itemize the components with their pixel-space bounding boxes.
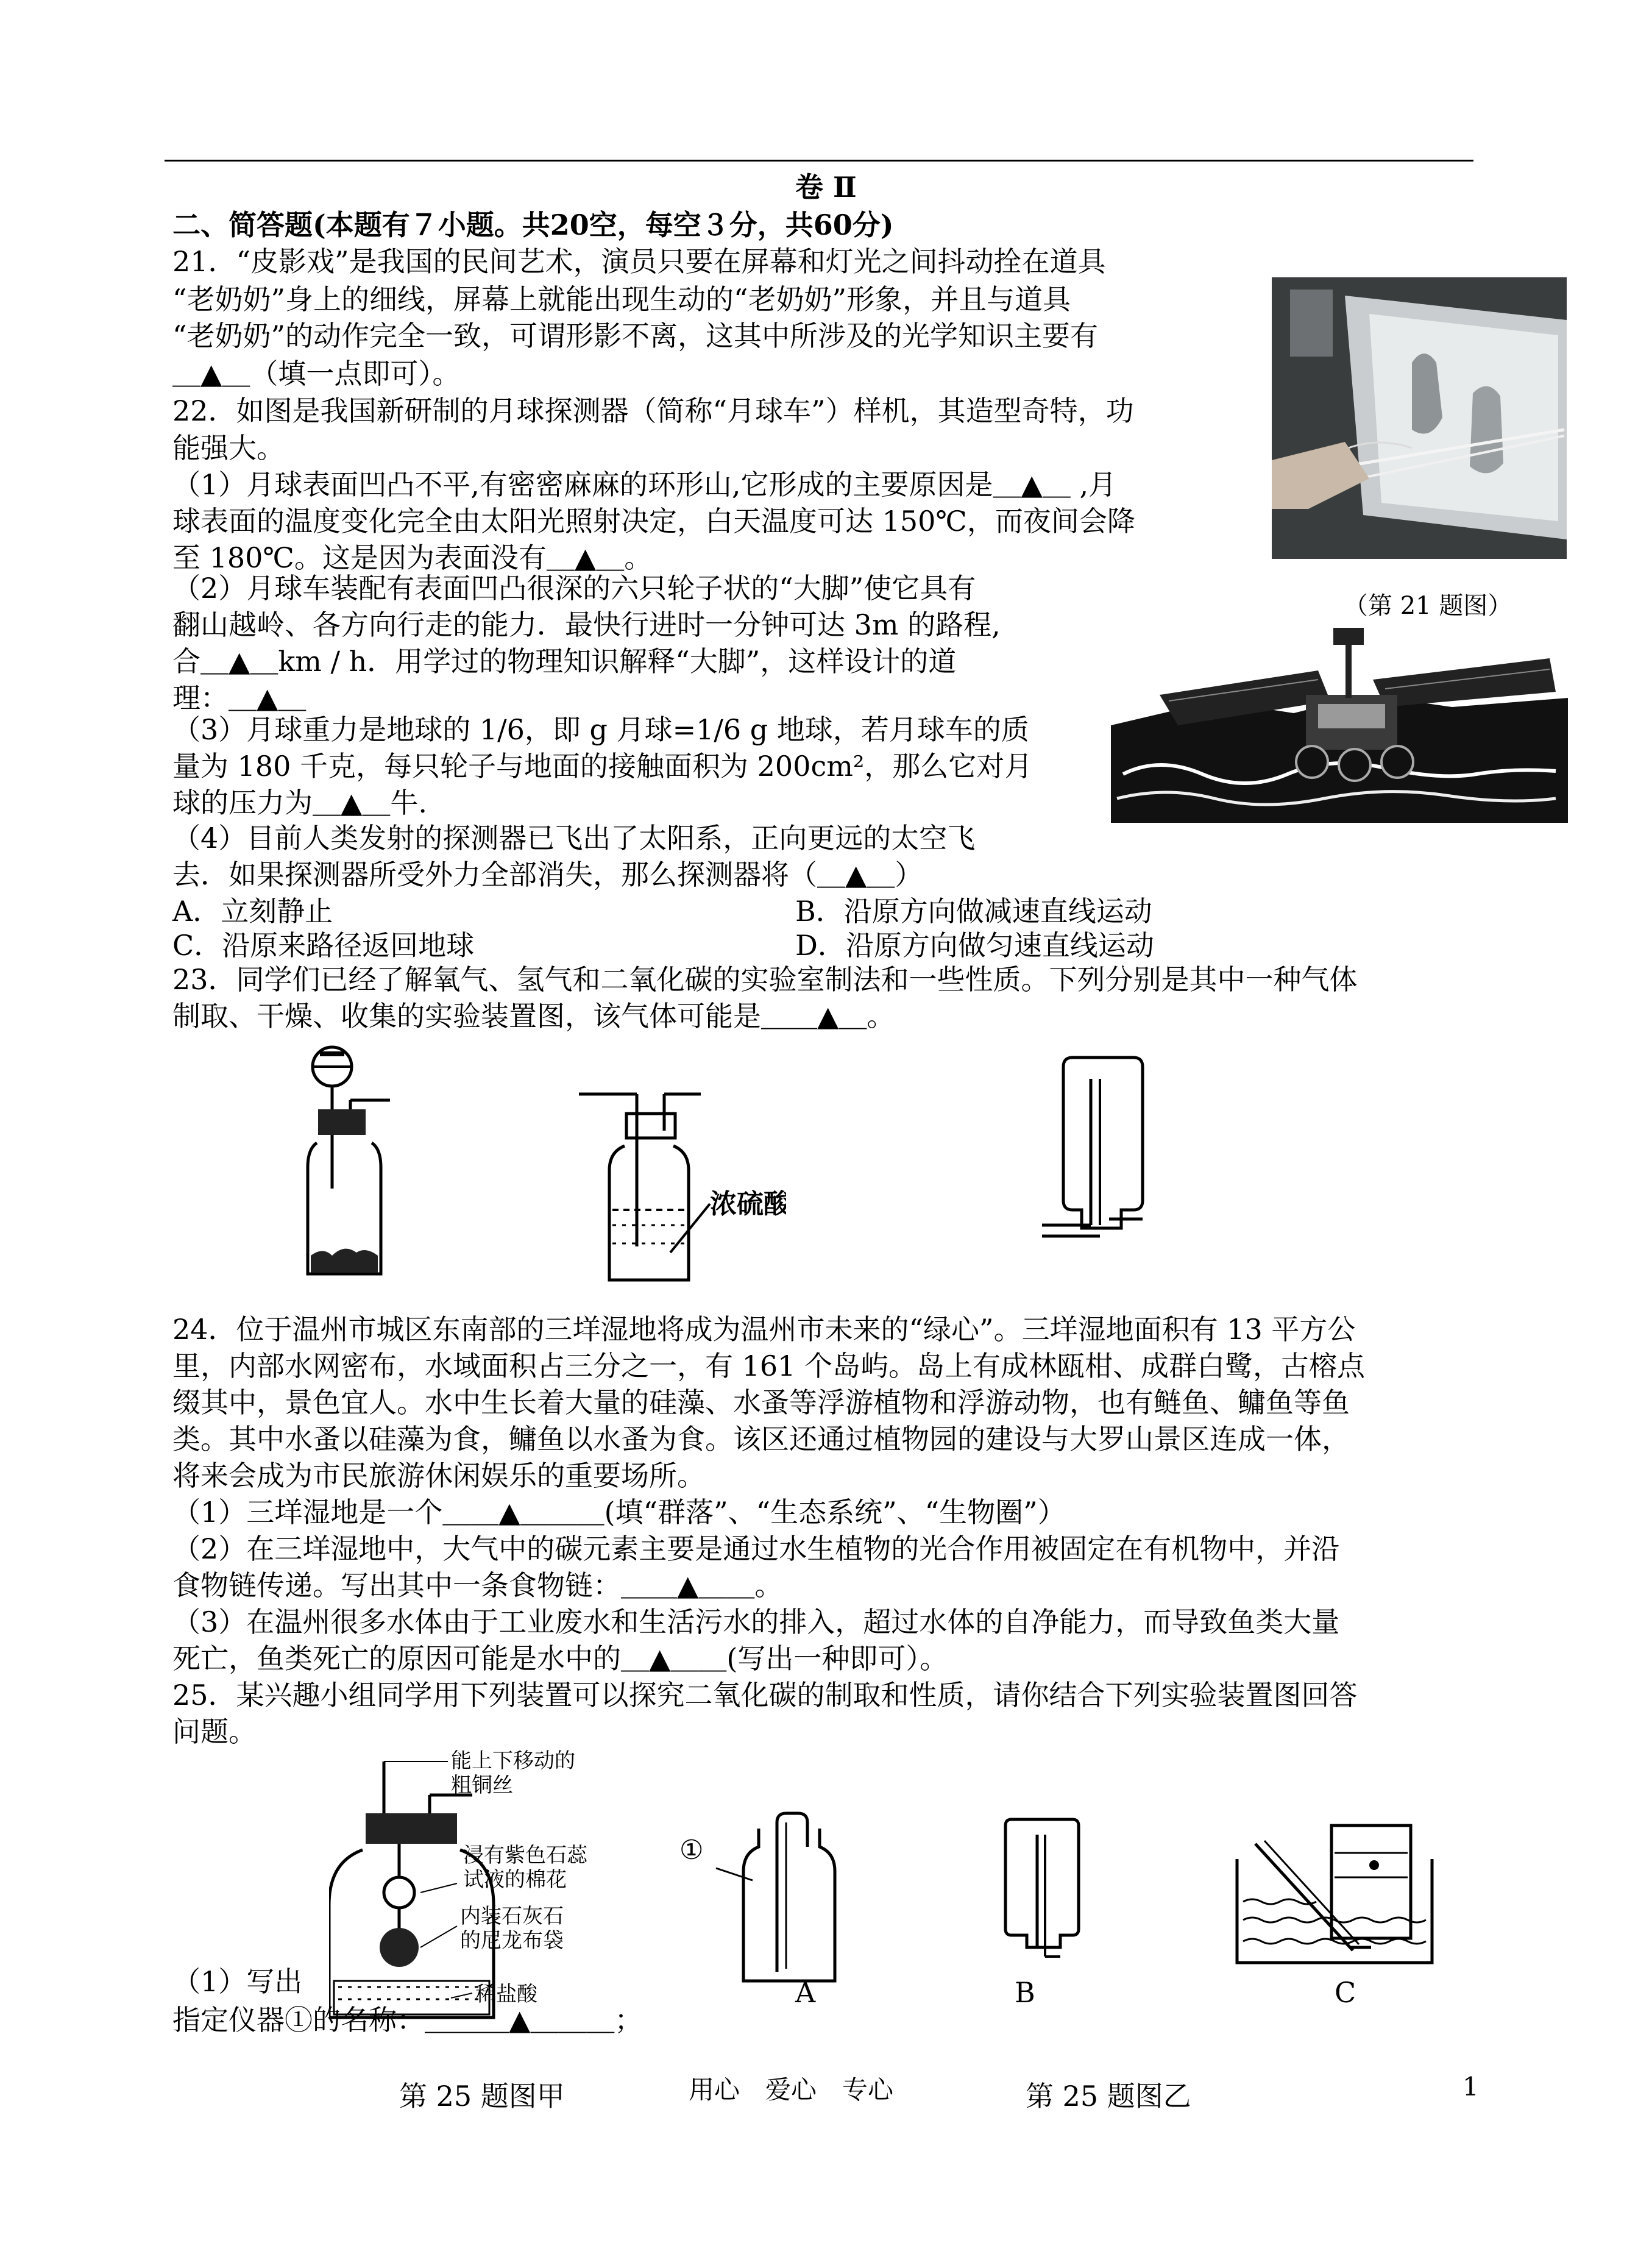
label-b: B — [1015, 1976, 1035, 2009]
q22-line-2: 能强大。 — [172, 432, 285, 464]
q24-part3-line-2: 死亡，鱼类死亡的原因可能是水中的＿▲＿＿(写出一种即可）。 — [172, 1642, 948, 1675]
q22-part3-line-2: 量为 180 千克，每只轮子与地面的接触面积为 200cm²，那么它对月 — [172, 750, 1033, 783]
gas-generator-apparatus — [286, 1030, 408, 1292]
q22-part1-line-3: 至 180℃。这是因为表面没有＿▲＿。 — [172, 541, 653, 574]
q21-line-3: “老奶奶”的动作完全一致，可谓形影不离，这其中所涉及的光学知识主要有 — [172, 319, 1099, 352]
q24-line-2: 里，内部水网密布，水域面积占三分之一，有 161 个岛屿。岛上有成林瓯柑、成群白鹭，古榕点 — [172, 1349, 1366, 1382]
label-wire-line-1: 能上下移动的 — [451, 1749, 575, 1773]
apparatus-c — [1231, 1822, 1438, 1969]
lunar-rover-image — [1111, 622, 1568, 823]
q22-part2-line-2: 翻山越岭、各方向行走的能力．最快行进时一分钟可达 3m 的路程, — [172, 608, 1001, 641]
q22-line-1: 22．如图是我国新研制的月球探测器（简称“月球车”）样机，其造型奇特，功 — [172, 394, 1134, 427]
q22-part4-line-2: 去．如果探测器所受外力全部消失，那么探测器将（＿▲＿） — [172, 858, 923, 891]
co2-generator-apparatus — [329, 1743, 646, 2030]
label-bag-line-2: 的尼龙布袋 — [460, 1929, 564, 1953]
q22-part3-line-1: （3）月球重力是地球的 1/6，即 g 月球=1/6 g 地球，若月球车的质 — [172, 713, 1029, 746]
apparatus-b — [993, 1816, 1085, 1963]
q25-line-1: 25．某兴趣小组同学用下列装置可以探究二氧化碳的制取和性质，请你结合下列实验装置图回答 — [172, 1679, 1358, 1712]
q24-part3-line-1: （3）在温州很多水体由于工业废水和生活污水的排入，超过水体的自净能力，而导致鱼类大量 — [172, 1605, 1340, 1638]
label-c: C — [1335, 1976, 1356, 2009]
q21-line-4: ＿▲＿（填一点即可）。 — [172, 357, 461, 390]
section-title: 二、简答题(本题有７小题。共20空，每空３分，共60分) — [172, 208, 894, 241]
q22-part4-line-1: （4）目前人类发射的探测器已飞出了太阳系，正向更远的太空飞 — [172, 822, 976, 855]
q24-line-1: 24．位于温州市城区东南部的三垟湿地将成为温州市未来的“绿心”。三垟湿地面积有 13 平方公 — [172, 1313, 1356, 1346]
q22-part2-line-1: （2）月球车装配有表面凹凸很深的六只轮子状的“大脚”使它具有 — [172, 572, 976, 605]
q22-option-a: A．立刻静止 — [172, 895, 333, 928]
footer-motto: 用心 爱心 专心 — [689, 2075, 894, 2105]
q21-line-1: 21．“皮影戏”是我国的民间艺术，演员只要在屏幕和灯光之间抖动拴在道具 — [172, 245, 1106, 278]
q22-option-d: D．沿原方向做匀速直线运动 — [795, 929, 1154, 962]
q24-line-4: 类。其中水蚤以硅藻为食，鳙鱼以水蚤为食。该区还通过植物园的建设与大罗山景区连成一体， — [172, 1423, 1350, 1456]
apparatus-a — [670, 1810, 847, 1987]
q22-part1-line-1: （1）月球表面凹凸不平,有密密麻麻的环形山,它形成的主要原因是＿▲＿ ,月 — [172, 468, 1117, 501]
q24-part2-line-2: 食物链传递。写出其中一条食物链：＿＿▲＿＿。 — [172, 1569, 783, 1602]
label-bag-line-1: 内装石灰石 — [460, 1904, 564, 1929]
shadow-puppet-photo — [1272, 277, 1567, 559]
q22-option-c: C．沿原来路径返回地球 — [172, 929, 475, 962]
q21-line-2: “老奶奶”身上的细线，屏幕上就能出现生动的“老奶奶”形象，并且与道具 — [172, 283, 1071, 316]
q25-line-2: 问题。 — [172, 1715, 257, 1748]
figure-caption-left: 第 25 题图甲 — [399, 2080, 565, 2113]
drying-bottle-apparatus — [579, 1088, 786, 1289]
collection-bottle-apparatus — [1036, 1054, 1158, 1243]
label-wire-line-2: 粗铜丝 — [451, 1773, 513, 1797]
top-rule — [165, 160, 1473, 162]
label-cotton-line-1: 浸有紫色石蕊 — [463, 1843, 587, 1868]
q22-part2-line-3: 合＿▲＿km / h．用学过的物理知识解释“大脚”，这样设计的道 — [172, 645, 957, 678]
q24-part2-line-1: （2）在三垟湿地中，大气中的碳元素主要是通过水生植物的光合作用被固定在有机物中，并沿 — [172, 1532, 1340, 1565]
figure-caption-right: 第 25 题图乙 — [1026, 2080, 1191, 2113]
q22-part2-line-4: 理：＿▲＿ — [172, 681, 307, 714]
q25-part1-line-1: （1）写出 — [172, 1965, 303, 1998]
q24-line-5: 将来会成为市民旅游休闲娱乐的重要场所。 — [172, 1459, 705, 1492]
label-cotton-line-2: 试液的棉花 — [463, 1868, 567, 1892]
q23-acid-label: 浓硫酸 — [710, 1189, 786, 1220]
q23-line-2: 制取、干燥、收集的实验装置图，该气体可能是＿＿▲＿。 — [172, 1000, 895, 1033]
q22-option-b: B．沿原方向做减速直线运动 — [795, 895, 1152, 928]
q23-line-1: 23．同学们已经了解氧气、氢气和二氧化碳的实验室制法和一些性质。下列分别是其中一种气体 — [172, 963, 1358, 996]
q22-part3-line-3: 球的压力为＿▲＿牛. — [172, 786, 427, 819]
page-number: 1 — [1462, 2072, 1479, 2102]
q24-part1: （1）三垟湿地是一个＿＿▲＿＿＿(填“群落”、“生态系统”、“生物圈”） — [172, 1496, 1066, 1529]
circle-one-label: ① — [679, 1835, 704, 1866]
label-dilute-acid: 稀盐酸 — [475, 1982, 537, 2007]
q24-line-3: 缀其中，景色宜人。水中生长着大量的硅藻、水蚤等浮游植物和浮游动物，也有鲢鱼、鳙鱼等鱼 — [172, 1386, 1350, 1419]
volume-title: 卷 Ⅱ — [795, 171, 857, 204]
label-a: A — [795, 1976, 816, 2009]
q22-part1-line-2: 球表面的温度变化完全由太阳光照射决定，白天温度可达 150℃，而夜间会降 — [172, 505, 1135, 538]
q25-part1-line-2: 指定仪器①的名称：＿＿＿▲＿＿＿； — [172, 2003, 643, 2036]
q21-figure-caption: （第 21 题图） — [1344, 592, 1512, 620]
